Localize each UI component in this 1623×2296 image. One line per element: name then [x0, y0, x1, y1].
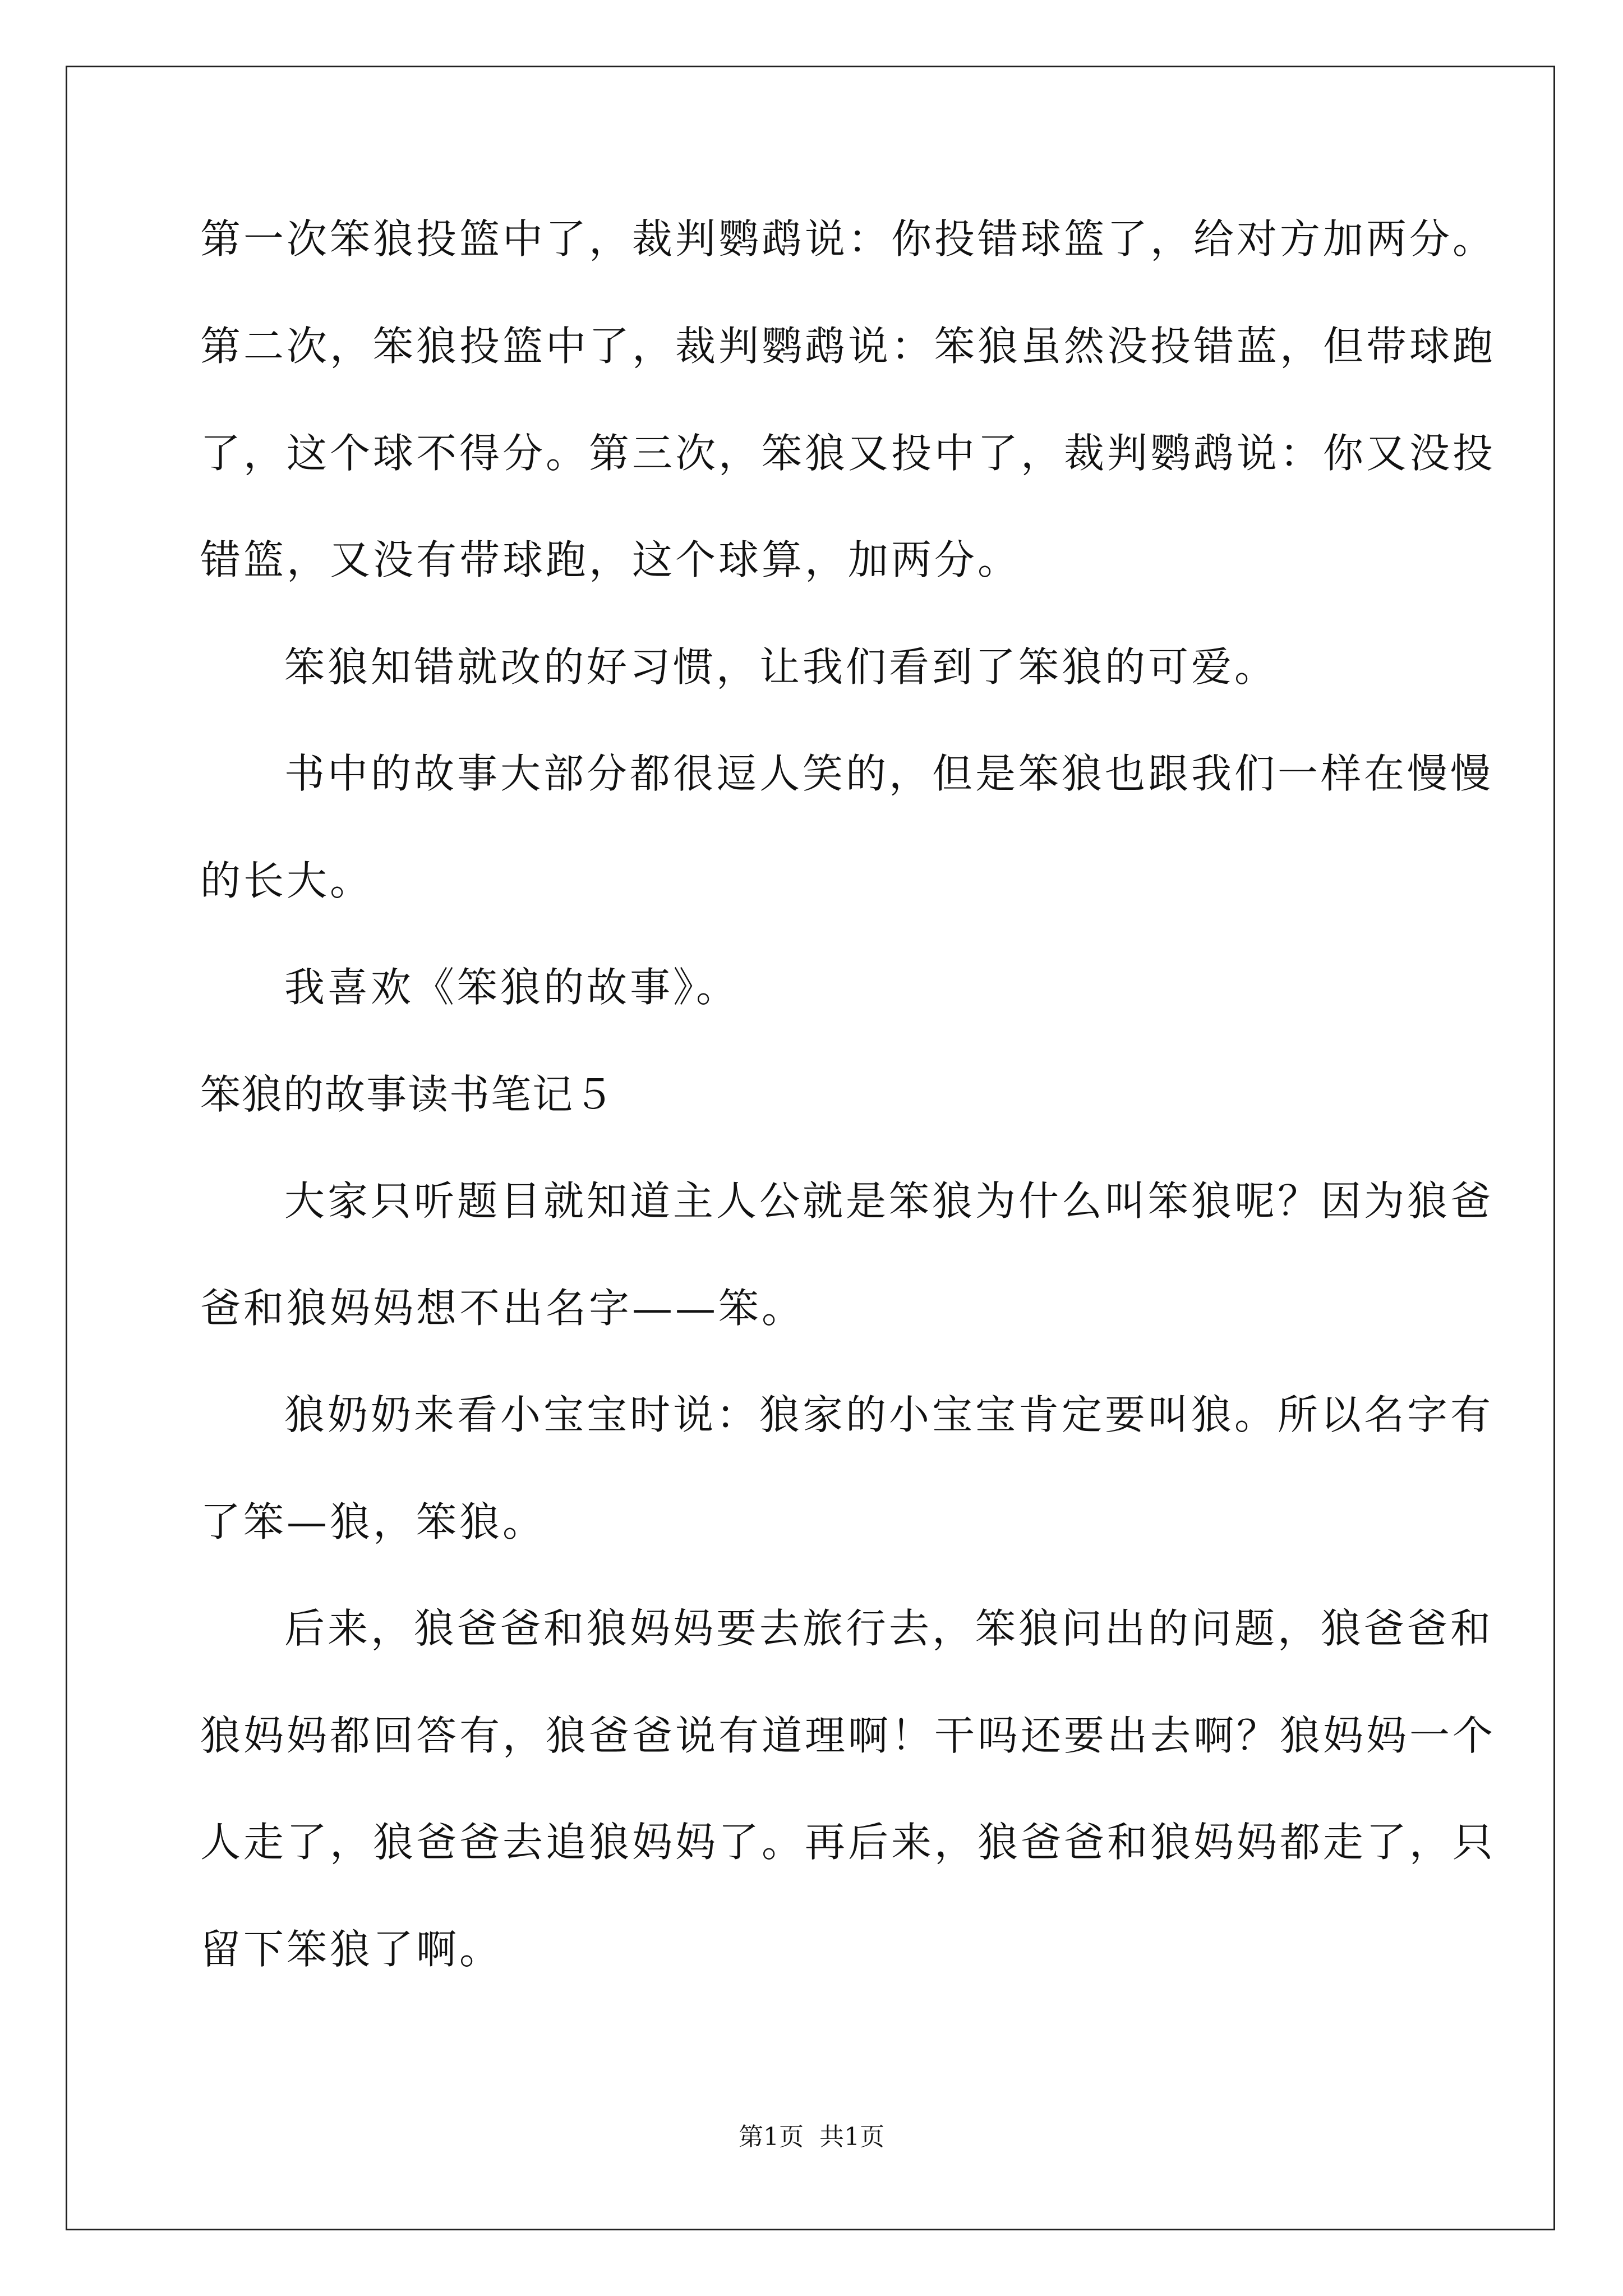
text-line: 错篮，又没有带球跑，这个球算，加两分。 — [200, 536, 1021, 583]
page-footer — [0, 2120, 1623, 2154]
text-line: 第二次，笨狼投篮中了，裁判鹦鹉说：笨狼虽然没投错蓝，但带球跑 — [200, 323, 1496, 370]
page-number: 第1页 — [739, 2123, 804, 2151]
text-line: 人走了，狼爸爸去追狼妈妈了。再后来，狼爸爸和狼妈妈都走了，只 — [200, 1819, 1496, 1866]
page-border — [66, 66, 1555, 2230]
text-line: 后来，狼爸爸和狼妈妈要去旅行去，笨狼问出的问题，狼爸爸和 — [284, 1605, 1494, 1652]
text-line: 狼奶奶来看小宝宝时说：狼家的小宝宝肯定要叫狼。所以名字有 — [284, 1391, 1494, 1438]
text-line: 书中的故事大部分都很逗人笑的，但是笨狼也跟我们一样在慢慢 — [284, 750, 1494, 797]
text-line: 狼妈妈都回答有，狼爸爸说有道理啊！干吗还要出去啊？狼妈妈一个 — [200, 1712, 1496, 1759]
page-count: 共1页 — [819, 2123, 884, 2151]
text-line: 留下笨狼了啊。 — [200, 1926, 503, 1973]
text-line: 我喜欢《笨狼的故事》。 — [284, 964, 740, 1011]
text-line: 的长大。 — [200, 857, 374, 904]
text-line: 了笨—狼，笨狼。 — [200, 1498, 546, 1545]
text-line: 爸和狼妈妈想不出名字——笨。 — [200, 1285, 805, 1332]
text-line: 了，这个球不得分。第三次，笨狼又投中了，裁判鹦鹉说：你又没投 — [200, 430, 1496, 477]
text-line: 第一次笨狼投篮中了，裁判鹦鹉说：你投错球篮了，给对方加两分。 — [200, 215, 1496, 263]
text-line: 笨狼知错就改的好习惯，让我们看到了笨狼的可爱。 — [284, 643, 1278, 691]
text-line: 大家只听题目就知道主人公就是笨狼为什么叫笨狼呢？因为狼爸 — [284, 1177, 1494, 1225]
section-heading: 笨狼的故事读书笔记５ — [200, 1071, 616, 1118]
